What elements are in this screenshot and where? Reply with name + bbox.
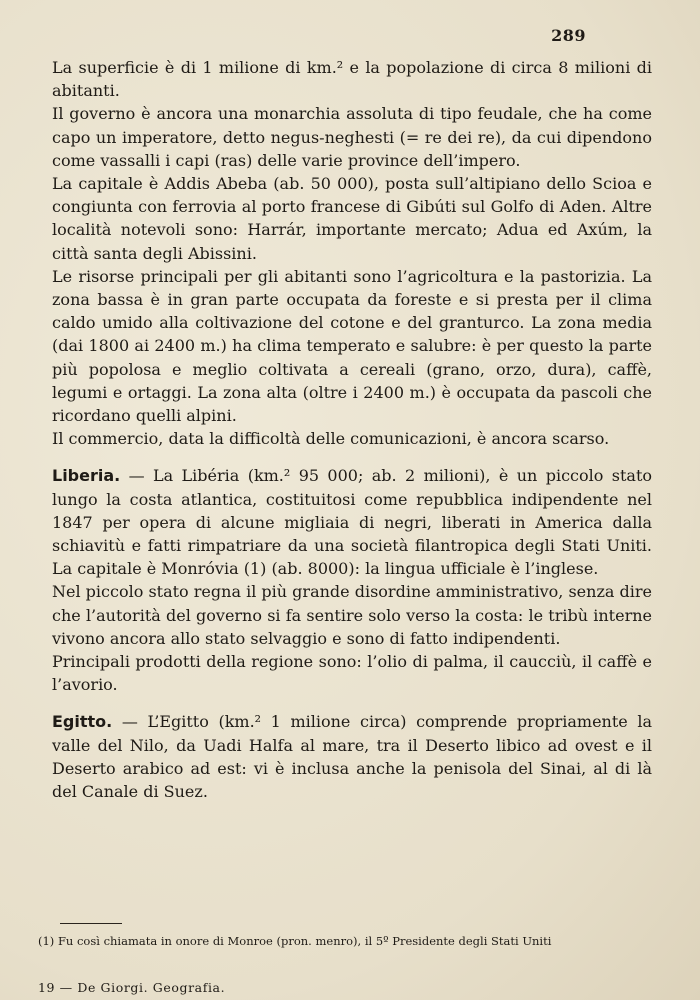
paragraph: Il governo è ancora una monarchia assoluta di tipo feudale, che ha come capo un imperatore, detto negus-neghesti (= re dei re), da cui dipendono come vassalli i capi (ras) delle varie province dell’impero. [52, 104, 652, 170]
page-footer: 19 — De Giorgi. Geografia. [38, 980, 226, 995]
footnote-divider [60, 923, 122, 924]
section-heading-egitto: Egitto. [52, 712, 113, 732]
paragraph: Il commercio, data la difficoltà delle comunicazioni, è ancora scarso. [52, 429, 610, 449]
paragraph: Le risorse principali per gli abitanti sono l’agricoltura e la pastorizia. La zona bassa è in gran parte occupata da foreste e si presta per il clima caldo umido alla coltivazione del cotone e del granturco. La zona media (dai 1800 ai 2400 m.) ha clima temperato e salubre: è per questo la parte più popolosa e meglio coltivata a cereali (grano, orzo, dura), caffè, legumi e ortaggi. La zona alta (oltre i 2400 m.) è occupata da pascoli che ricordano quelli alpini. [52, 266, 652, 426]
paragraph: Principali prodotti della regione sono: l’olio di palma, il caucciù, il caffè e l’avorio. [52, 652, 652, 695]
section-liberia [52, 464, 652, 696]
section-egitto [52, 710, 652, 803]
liberia-text: — La Libéria (km.² 95 000; ab. 2 milioni), è un piccolo stato lungo la costa atlantica, costituitosi come repubblica indipendente nel 1847 per opera di alcune migliaia di negri, liberati in America dalla schiavitù e fatti rimpatriare da una società filantropica degli Stati Uniti. La capitale è Monróvia (1) (ab. 8000): la lingua ufficiale è l’inglese. [52, 466, 652, 579]
liberia-intro [52, 464, 652, 580]
paragraph: Nel piccolo stato regna il più grande disordine amministrativo, senza dire che l’autorità del governo si fa sentire solo verso la costa: le tribù interne vivono ancora allo stato selvaggio e sono di fatto indipendenti. [52, 582, 652, 648]
egitto-intro [52, 710, 652, 803]
section-heading-liberia: Liberia. [52, 466, 121, 486]
main-text [52, 56, 652, 803]
paragraph: La capitale è Addis Abeba (ab. 50 000), posta sull’altipiano dello Scioa e congiunta con ferrovia al porto francese di Gibúti sul Golfo di Aden. Altre località notevoli sono: Harrár, importante mercato; Adua ed Axúm, la città santa degli Abissini. [52, 174, 652, 263]
egitto-text: — L’Egitto (km.² 1 milione circa) comprende propriamente la valle del Nilo, da Uadi Halfa al mare, tra il Deserto libico ad ovest e il Deserto arabico ad est: vi è inclusa anche la penisola del Sinai, al di là del Canale di Suez. [52, 712, 652, 802]
page-number: 289 [551, 26, 586, 45]
paragraph: La superficie è di 1 milione di km.² e la popolazione di circa 8 milioni di abitanti. [52, 58, 652, 101]
footnote: (1) Fu così chiamata in onore di Monroe (pron. menro), il 5º Presidente degli Stati Uniti [38, 934, 552, 948]
